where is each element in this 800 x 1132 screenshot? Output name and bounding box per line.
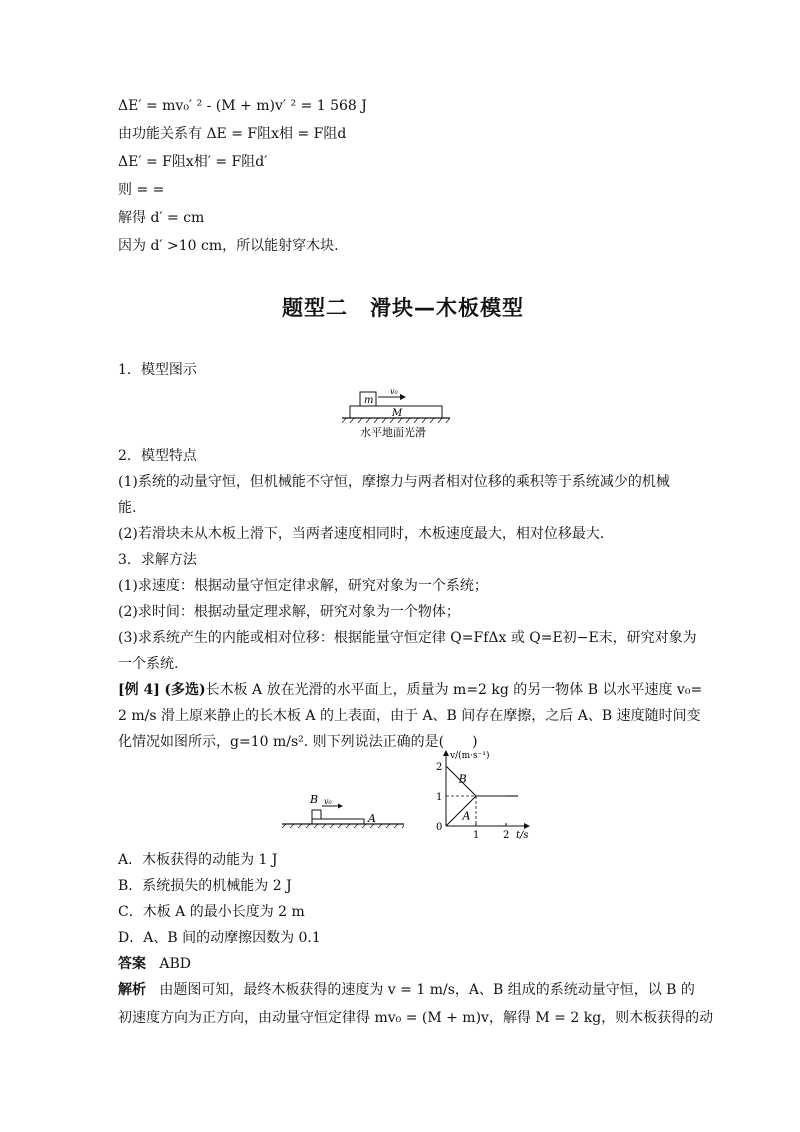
y-tick-label-1: 1 bbox=[436, 792, 443, 803]
answer-label: 答案 bbox=[118, 956, 146, 972]
block-velocity-arrowhead bbox=[338, 804, 343, 809]
block-board-figure bbox=[282, 792, 414, 832]
origin-tick-label: 0 bbox=[436, 822, 443, 833]
energy-loss-equation: ΔE′ = mv₀′ ² - (M + m)v′ ² = 1 568 J bbox=[118, 98, 367, 114]
energy-relation-line: 由功能关系有 ΔE = F阻x相 = F阻d bbox=[118, 126, 347, 142]
series-line-B bbox=[446, 766, 506, 796]
feature-2-line: (2)若滑块未从木板上滑下，当两者速度相同时，木板速度最大，相对位移最大. bbox=[118, 526, 605, 542]
block-velocity-label: v₀ bbox=[324, 797, 332, 806]
series-label-B: B bbox=[458, 772, 467, 786]
answer-line bbox=[118, 954, 191, 974]
example-tag: [例 4] bbox=[118, 682, 160, 698]
velocity-arrowhead bbox=[400, 394, 406, 400]
multi-select-tag: (多选) bbox=[164, 682, 206, 698]
feature-1-line-a: (1)系统的动量守恒，但机械能不守恒，摩擦力与两者相对位移的乘积等于系统减少的机械 bbox=[118, 474, 670, 490]
model-diagram-heading: 1．模型图示 bbox=[118, 362, 197, 378]
analysis-line-1 bbox=[118, 980, 695, 1000]
slider-board-diagram bbox=[342, 386, 462, 442]
y-axis-arrow bbox=[443, 750, 449, 756]
example-line-3: 化情况如图所示，g=10 m/s². 则下列说法正确的是( ) bbox=[118, 734, 478, 750]
slider-label-m: m bbox=[364, 395, 374, 406]
block-B bbox=[312, 810, 321, 819]
series-label-A: A bbox=[462, 809, 471, 823]
method-1-line: (1)求速度：根据动量守恒定律求解，研究对象为一个系统； bbox=[118, 578, 488, 594]
option-c: C．木板 A 的最小长度为 2 m bbox=[118, 904, 305, 920]
analysis-text-1: 由题图可知，最终木板获得的速度为 v = 1 m/s，A、B 组成的系统动量守恒，以 B 的 bbox=[159, 982, 695, 998]
method-2-line: (2)求时间：根据动量定理求解，研究对象为一个物体； bbox=[118, 604, 460, 620]
board-label-M: M bbox=[392, 408, 403, 419]
y-axis-label: v/(m·s⁻¹) bbox=[450, 751, 490, 761]
section-title: 题型二 滑块—木板模型 bbox=[282, 296, 524, 320]
option-b: B．系统损失的机械能为 2 J bbox=[118, 878, 292, 894]
example-line-2: 2 m/s 滑上原来静止的长木板 A 的上表面，由于 A、B 间存在摩擦，之后 A、B 速度随时间变 bbox=[118, 708, 701, 724]
velocity-label: v₀ bbox=[390, 387, 398, 396]
x-tick-label-1: 1 bbox=[473, 830, 480, 841]
y-tick-label-2: 2 bbox=[436, 762, 443, 773]
energy-loss-friction-line: ΔE′ = F阻x相′ = F阻d′ bbox=[118, 154, 268, 170]
x-axis-arrow bbox=[524, 823, 530, 829]
method-3-line-a: (3)求系统产生的内能或相对位移：根据能量守恒定律 Q=FfΔx 或 Q=E初−E末，研究对象为 bbox=[118, 630, 697, 646]
analysis-line-2: 初速度方向为正方向，由动量守恒定律得 mv₀ = (M + m)v，解得 M = 2 kg，则木板获得的动 bbox=[118, 1010, 714, 1026]
example-text-1: 长木板 A 放在光滑的水平面上，质量为 m=2 kg 的另一物体 B 以水平速度 v₀= bbox=[205, 682, 703, 698]
method-3-line-b: 一个系统. bbox=[118, 656, 179, 672]
board-A bbox=[312, 819, 364, 824]
x-axis-label: t/s bbox=[516, 830, 529, 841]
block-B-label: B bbox=[310, 793, 319, 806]
model-features-heading: 2．模型特点 bbox=[118, 448, 197, 464]
x-tick-label-2: 2 bbox=[503, 830, 510, 841]
velocity-time-chart bbox=[418, 750, 558, 850]
solution-line: 解得 d′ = cm bbox=[118, 210, 205, 226]
option-a: A．木板获得的动能为 1 J bbox=[118, 852, 278, 868]
solution-method-heading: 3．求解方法 bbox=[118, 552, 197, 568]
feature-1-line-b: 能. bbox=[118, 500, 137, 516]
ground-caption: 水平地面光滑 bbox=[360, 426, 426, 439]
example-line-1 bbox=[118, 680, 702, 700]
analysis-label: 解析 bbox=[118, 982, 146, 998]
board-A-label: A bbox=[368, 812, 376, 825]
conclusion-line: 因为 d′ >10 cm，所以能射穿木块. bbox=[118, 238, 339, 254]
ratio-line: 则 = = bbox=[118, 182, 165, 198]
option-d: D．A、B 间的动摩擦因数为 0.1 bbox=[118, 930, 321, 946]
answer-value: ABD bbox=[159, 956, 191, 972]
